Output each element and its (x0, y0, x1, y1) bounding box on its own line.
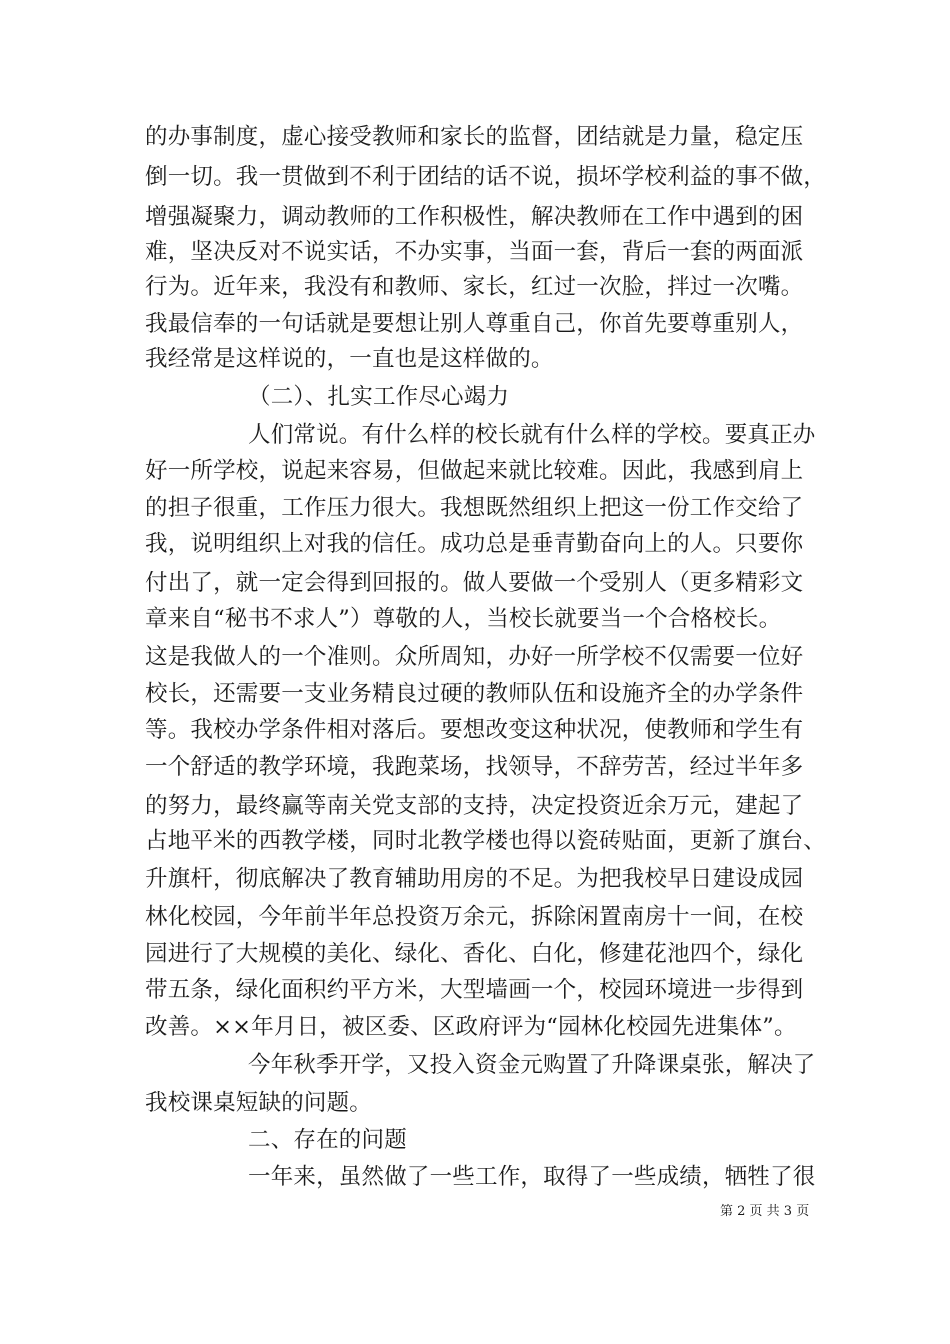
text-line-14: 章来自“秘书不求人”）尊敬的人，当校长就要当一个合格校长。 (145, 606, 782, 632)
text-line-9: 人们常说。有什么样的校长就有什么样的学校。要真正办 (248, 422, 816, 448)
text-line-23: 园进行了大规模的美化、绿化、香化、白化，修建花池四个，绿化 (145, 941, 804, 967)
text-line-3: 增强凝聚力，调动教师的工作积极性，解决教师在工作中遇到的困 (145, 204, 804, 230)
text-line-25: 改善。××年月日，被区委、区政府评为“园林化校园先进集体”。 (145, 1014, 797, 1040)
text-line-12: 我，说明组织上对我的信任。成功总是垂青勤奋向上的人。只要你 (145, 531, 804, 557)
text-line-6: 我最信奉的一句话就是要想让别人尊重自己，你首先要尊重别人， (145, 311, 804, 337)
text-line-27: 我校课桌短缺的问题。 (145, 1090, 373, 1116)
text-line-19: 的努力，最终赢等南关党支部的支持，决定投资近余万元，建起了 (145, 793, 804, 819)
text-line-29: 一年来，虽然做了一些工作，取得了一些成绩，牺牲了很 (248, 1164, 816, 1190)
text-line-18: 一个舒适的教学环境，我跑菜场，找领导，不辞劳苦，经过半年多 (145, 754, 804, 780)
text-line-7: 我经常是这样说的，一直也是这样做的。 (145, 346, 554, 372)
text-line-11: 的担子很重，工作压力很大。我想既然组织上把这一份工作交给了 (145, 495, 804, 521)
section-heading-2: （二）、扎实工作尽心竭力 (248, 384, 510, 410)
text-line-17: 等。我校办学条件相对落后。要想改变这种状况，使教师和学生有 (145, 717, 804, 743)
page-number-footer: 第 2 页 共 3 页 (720, 1204, 810, 1219)
section-heading-issues: 二、存在的问题 (248, 1127, 407, 1153)
text-line-21: 升旗杆，彻底解决了教育辅助用房的不足。为把我校早日建设成园 (145, 866, 804, 892)
text-line-4: 难，坚决反对不说实话，不办实事，当面一套，背后一套的两面派 (145, 239, 804, 265)
text-line-13: 付出了，就一定会得到回报的。做人要做一个受别人（更多精彩文 (145, 570, 804, 596)
text-line-24: 带五条，绿化面积约平方米，大型墙画一个，校园环境进一步得到 (145, 977, 804, 1003)
text-line-1: 的办事制度，虚心接受教师和家长的监督，团结就是力量，稳定压 (145, 124, 804, 150)
text-line-22: 林化校园，今年前半年总投资万余元，拆除闲置南房十一间，在校 (145, 904, 804, 930)
text-line-15: 这是我做人的一个准则。众所周知，办好一所学校不仅需要一位好 (145, 644, 804, 670)
text-line-16: 校长，还需要一支业务精良过硬的教师队伍和设施齐全的办学条件 (145, 681, 804, 707)
text-line-26: 今年秋季开学，又投入资金元购置了升降课桌张，解决了 (248, 1052, 816, 1078)
text-line-10: 好一所学校，说起来容易，但做起来就比较难。因此，我感到肩上 (145, 458, 804, 484)
text-line-5: 行为。近年来，我没有和教师、家长，红过一次脸，拌过一次嘴。 (145, 274, 804, 300)
text-line-20: 占地平米的西教学楼，同时北教学楼也得以瓷砖贴面，更新了旗台、 (145, 828, 827, 854)
text-line-2: 倒一切。我一贯做到不利于团结的话不说，损坏学校利益的事不做， (145, 164, 827, 190)
